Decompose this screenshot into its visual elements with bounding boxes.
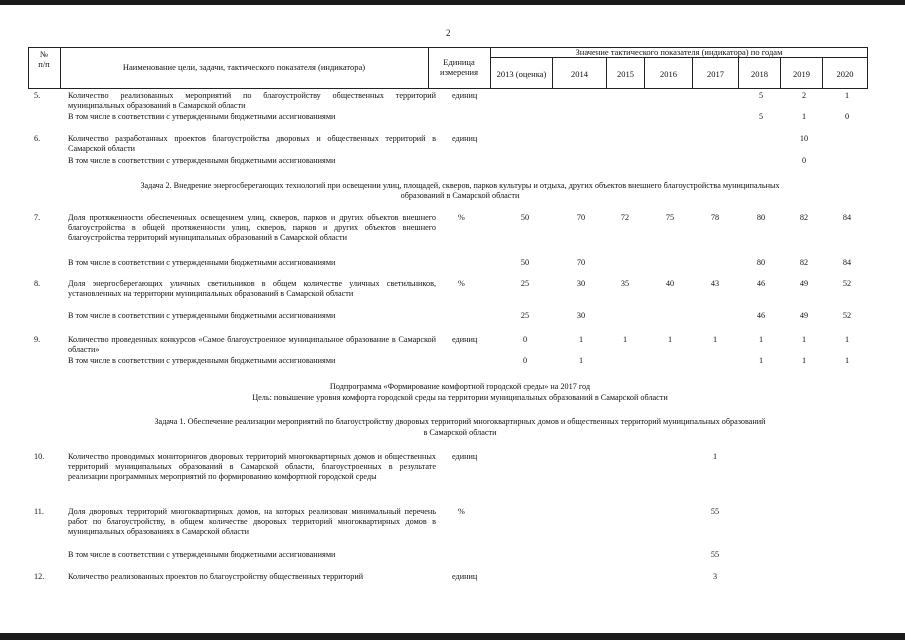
- value-2015: 72: [620, 213, 630, 222]
- page-number: 2: [446, 28, 451, 38]
- subrow-label: В том числе в соответствии с утвержденными бюджетными ассигнованиями: [68, 258, 336, 267]
- value-2020: 1: [844, 91, 850, 100]
- indicator-name: Доля дворовых территорий многоквартирных домов, на которых реализован минимальный перечень работ по благоустройству, в общем количестве дворовых территорий многоквартирных домов в муниципальных образованиях в Самарской области: [68, 507, 436, 536]
- value-2013: 50: [520, 213, 530, 222]
- header-no: №: [39, 49, 49, 59]
- value-2020: 1: [844, 356, 850, 365]
- value-2018: 1: [758, 356, 764, 365]
- value-2019: 49: [799, 311, 809, 320]
- indicator-unit: единиц: [452, 572, 478, 581]
- subprogram-title: Подпрограмма «Формирование комфортной городской среды» на 2017 год: [329, 382, 591, 391]
- value-2017: 1: [712, 335, 718, 344]
- value-2014: 30: [576, 311, 586, 320]
- indicator-name: Количество реализованных мероприятий по благоустройству общественных территорий муниципальных образований в Самарской области: [68, 91, 436, 110]
- header-no-2: п/п: [38, 59, 50, 69]
- value-2020: 84: [842, 213, 852, 222]
- subrow-label: В том числе в соответствии с утвержденными бюджетными ассигнованиями: [68, 550, 336, 559]
- task-heading-cont: образований в Самарской области: [400, 191, 520, 200]
- value-2014: 1: [578, 335, 584, 344]
- value-2018: 46: [756, 311, 766, 320]
- task-heading: Задача 2. Внедрение энергосберегающих технологий при освещении улиц, площадей, скверов, парков культуры и отдыха, других объектов внешнего благоустройства муниципальных: [140, 181, 780, 190]
- row-number: 8.: [34, 279, 41, 288]
- value-2013: 0: [522, 356, 528, 365]
- value-2018: 80: [756, 258, 766, 267]
- value-2019: 82: [799, 258, 809, 267]
- value-2015: 1: [622, 335, 628, 344]
- value-2014: 70: [576, 213, 586, 222]
- value-2013: 25: [520, 279, 530, 288]
- row-number: 10.: [34, 452, 45, 461]
- value-2019: 82: [799, 213, 809, 222]
- value-2017: 1: [712, 452, 718, 461]
- subrow-label: В том числе в соответствии с утвержденными бюджетными ассигнованиями: [68, 112, 336, 121]
- indicator-name: Количество разработанных проектов благоустройства дворовых и общественных территорий в Самарской области: [68, 134, 436, 153]
- task-heading: Задача 1. Обеспечение реализации мероприятий по благоустройству дворовых территорий многоквартирных домов и общественных территорий муниципальных образований: [154, 417, 766, 426]
- header-year-2014: 2014: [571, 69, 588, 79]
- header-name: Наименование цели, задачи, тактического показателя (индикатора): [122, 62, 366, 72]
- value-2017: 78: [710, 213, 720, 222]
- indicator-name: Доля энергосберегающих уличных светильников в общем количестве уличных светильников, установленных на территории муниципальных образований в Самарской области: [68, 279, 436, 298]
- table-header: [28, 47, 868, 89]
- value-2017: 43: [710, 279, 720, 288]
- row-number: 7.: [34, 213, 41, 222]
- scan-bottom-border: [0, 633, 905, 640]
- value-2018: 46: [756, 279, 766, 288]
- value-2016: 40: [665, 279, 675, 288]
- task-heading-cont: в Самарской области: [423, 428, 497, 437]
- subrow-label: В том числе в соответствии с утвержденными бюджетными ассигнованиями: [68, 356, 336, 365]
- value-2020: 0: [844, 112, 850, 121]
- row-number: 9.: [34, 335, 41, 344]
- value-2014: 1: [578, 356, 584, 365]
- value-2013: 50: [520, 258, 530, 267]
- value-2016: 75: [665, 213, 675, 222]
- indicator-name: Количество реализованных проектов по благоустройству общественных территорий: [68, 572, 364, 581]
- row-number: 11.: [34, 507, 44, 516]
- header-year-2013: 2013 (оценка): [496, 69, 547, 79]
- indicator-unit: единиц: [452, 91, 478, 100]
- value-2020: 1: [844, 335, 850, 344]
- value-2017: 55: [710, 550, 720, 559]
- indicator-name: Количество проводимых мониторингов дворовых территорий многоквартирных домов и общественных территорий муниципальных образований в Самарской области, благоустроенных в результате реализации программных мероприятий по формированию комфортной городской среды: [68, 452, 436, 481]
- value-2019: 10: [799, 134, 809, 143]
- header-year-2020: 2020: [836, 69, 854, 79]
- header-year-2015: 2015: [617, 69, 634, 79]
- header-mid-border: [490, 57, 868, 58]
- value-2018: 80: [756, 213, 766, 222]
- scan-top-border: [0, 0, 905, 5]
- subprogram-goal: Цель: повышение уровня комфорта городской среды на территории муниципальных образований в Самарской области: [252, 393, 668, 402]
- subrow-label: В том числе в соответствии с утвержденными бюджетными ассигнованиями: [68, 156, 336, 165]
- subrow-label: В том числе в соответствии с утвержденными бюджетными ассигнованиями: [68, 311, 336, 320]
- indicator-unit: %: [458, 213, 465, 222]
- value-2019: 1: [801, 112, 807, 121]
- value-2017: 3: [712, 572, 718, 581]
- value-2014: 70: [576, 258, 586, 267]
- header-year-2016: 2016: [660, 69, 677, 79]
- value-2018: 5: [758, 112, 764, 121]
- header-values-title: Значение тактического показателя (индикатора) по годам: [575, 47, 783, 57]
- value-2019: 2: [801, 91, 807, 100]
- value-2015: 35: [620, 279, 630, 288]
- header-year-2017: 2017: [707, 69, 724, 79]
- value-2019: 1: [801, 356, 807, 365]
- value-2019: 1: [801, 335, 807, 344]
- indicator-unit: %: [458, 279, 465, 288]
- indicator-name: Доля протяженности обеспеченных освещением улиц, скверов, парков и других объектов внешнего благоустройства в общей протяженности улиц, скверов, парков и других объектов внешнего благоустройства территорий муниципальных образований в Самарской области: [68, 213, 436, 242]
- value-2016: 1: [667, 335, 673, 344]
- header-unit-2: измерения: [440, 67, 478, 77]
- indicator-unit: единиц: [452, 335, 478, 344]
- indicator-name: Количество проведенных конкурсов «Самое благоустроенное муниципальное образование в Самарской области»: [68, 335, 436, 354]
- header-unit: Единица: [443, 57, 475, 67]
- indicator-unit: единиц: [452, 134, 478, 143]
- value-2020: 52: [842, 311, 852, 320]
- value-2020: 84: [842, 258, 852, 267]
- value-2019: 0: [801, 156, 807, 165]
- value-2013: 0: [522, 335, 528, 344]
- value-2018: 5: [758, 91, 764, 100]
- header-year-2019: 2019: [793, 69, 810, 79]
- value-2014: 30: [576, 279, 586, 288]
- value-2020: 52: [842, 279, 852, 288]
- indicator-unit: единиц: [452, 452, 478, 461]
- header-bottom-border: [28, 88, 868, 89]
- row-number: 12.: [34, 572, 45, 581]
- header-year-2018: 2018: [751, 69, 768, 79]
- value-2017: 55: [710, 507, 720, 516]
- value-2019: 49: [799, 279, 809, 288]
- row-number: 5.: [34, 91, 41, 100]
- value-2013: 25: [520, 311, 530, 320]
- row-number: 6.: [34, 134, 41, 143]
- value-2018: 1: [758, 335, 764, 344]
- indicator-unit: %: [458, 507, 465, 516]
